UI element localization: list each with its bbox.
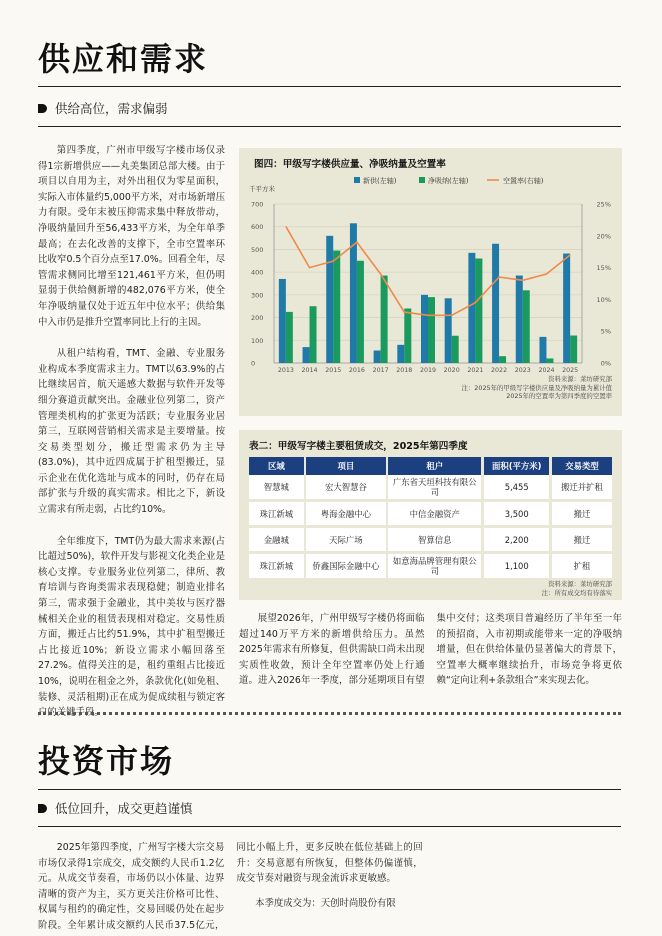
y-right-tick-label: 10% [596,295,611,304]
table-cell: 扩租 [552,553,612,580]
y-left-tick-label: 700 [251,200,264,209]
table-header-0: 区域 [249,457,304,475]
y-right-tick-label: 20% [596,232,611,241]
legend-swatch [419,177,425,183]
bar-absorption [570,336,577,363]
table-cell: 珠江新城 [249,501,304,527]
bar-absorption [499,356,506,363]
table-cell: 如意海品牌管理有限公司 [388,553,481,580]
bar-absorption [381,276,388,363]
x-tick-label: 2021 [467,367,484,374]
x-tick-label: 2022 [491,367,508,374]
paragraph: 本季度成交为：天创时尚股份有限 [255,897,396,909]
divider [38,126,621,127]
bar-supply [279,279,286,363]
paragraph: 展望2026年，广州甲级写字楼仍将面临超过140万平方米的新增供给压力。虽然2025年需求有所修复，但供需缺口尚未出现实质性收敛，预计全年空置率仍处上行通道。进入2026年一季度，部分延期项目有望集中交付；这类项目普遍经历了半年至一年的预招商，入市初期或能带来一定的净吸纳增量，但在供给体量仍显著偏大的背景下，空置率大概率继续抬升，市场竞争将更依赖“定向让利+条款组合”来实现去化。 [239,613,622,687]
bar-absorption [475,259,482,363]
x-tick-label: 2025 [562,367,579,374]
divider [38,789,621,790]
bar-absorption [357,261,364,363]
paragraph: 2025年第四季度，广州写字楼大宗交易市场仅录得1宗成交，成交额约人民币1.2亿元。从成交节奏看，市场仍以小体量、边界清晰的资产为主，买方更关注价格可比性、权属与租约的确定性，交易回暖仍处在起步阶段。全年累计成交额约人民币37.5亿元，同比小幅上升，更多反映在低位基础上的回升：交易意愿有所恢复，但整体仍偏谨慎，成交节奏对融资与现金流诉求更敏感。 [38,842,423,931]
x-tick-label: 2014 [301,367,318,374]
bar-supply [374,351,381,363]
section-subtitle-text: 低位回升，成交更趋谨慎 [55,801,193,816]
dotted-divider [38,712,621,715]
table-cell: 3,500 [484,501,549,527]
bar-supply [445,298,452,363]
bar-supply [539,337,546,363]
table-cell: 2,200 [484,527,549,553]
table-source-line: 资料来源：莱坊研究部 [548,580,612,588]
bar-supply [326,236,333,363]
table-cell: 1,100 [484,553,549,580]
y-left-tick-label: 400 [251,268,264,277]
chart-title: 图四：甲级写字楼供应量、净吸纳量及空置率 [254,159,446,170]
bar-absorption [310,306,317,363]
table-cell: 珠江新城 [249,553,304,580]
bullet-icon [38,804,47,813]
divider [38,826,621,827]
x-tick-label: 2019 [419,367,437,374]
deals-table [249,457,612,581]
legend-label: 空置率(右轴) [503,177,544,185]
bar-absorption [523,290,530,363]
table-cell: 智算信息 [388,527,481,553]
section-title: 供应和需求 [38,40,209,78]
paragraph: 从租户结构看，TMT、金融、专业服务业构成本季度需求主力。TMT以63.9%的占比继续居首，航天遥感大数据与软件开发等细分赛道贡献突出。金融业位列第二，资产管理类机构的扩张更为活跃；专业服务业居第三，互联网营销相关需求是主要增量。按交易类型划分，搬迁型需求仍为主导(83.0%)，其中近四成属于扩租型搬迁，显示企业在优化选址与成本的同时，仍存在局部扩张与升级的真实需求。相比之下，新设立需求有所走弱，占比约10%。 [38,348,225,516]
y-left-tick-label: 300 [251,291,264,300]
bar-absorption [333,251,340,363]
table-header-3: 面积(平方米) [484,457,549,475]
bar-supply [468,253,475,363]
bar-supply [563,254,570,363]
table-header-1: 项目 [306,457,385,475]
x-tick-label: 2023 [514,367,531,374]
divider [38,86,621,87]
table-source [542,580,612,597]
table-cell: 搬迁 [552,527,612,553]
table-cell: 5,455 [484,475,549,501]
y-left-tick-label: 500 [251,245,264,254]
table-cell: 宏大智慧谷 [306,475,385,501]
bar-absorption [404,308,411,363]
y-right-tick-label: 0% [600,359,611,368]
table-cell: 粤海金融中心 [306,501,385,527]
y-right-tick-label: 5% [600,327,611,336]
table-header-2: 租户 [388,457,481,475]
x-tick-label: 2018 [396,367,413,374]
table-row [249,501,612,527]
investment-block [38,840,621,936]
section-subtitle [38,799,193,817]
table-row [249,553,612,580]
table-row [249,527,612,553]
table-note-line: 注：所有成交均有待落实 [541,588,612,597]
bar-absorption [428,297,435,363]
table-cell: 中信金融资产 [388,501,481,527]
y-left-tick-label: 0 [251,359,256,368]
table-cell: 天际广场 [306,527,385,553]
table-cell: 搬迁并扩租 [552,475,612,501]
table-cell: 广东省天垣科技有限公司 [388,475,481,501]
y-left-tick-label: 200 [251,314,264,323]
chart-note-line: 2025年的空置率为第四季度的空置率 [506,392,612,401]
table-header-4: 交易类型 [552,457,612,475]
chart-panel [239,148,622,416]
x-tick-label: 2020 [443,367,460,374]
bar-supply [421,295,428,363]
y-left-tick-label: 100 [251,336,264,345]
x-tick-label: 2015 [325,367,342,374]
table-cell: 搬迁 [552,501,612,527]
table-cell: 侨鑫国际金融中心 [306,553,385,580]
y-right-tick-label: 25% [596,200,611,209]
table-cell: 金融城 [249,527,304,553]
section-subtitle-text: 供给高位，需求偏弱 [55,101,168,116]
y-left-tick-label: 600 [251,223,264,232]
chart-note-line: 注：2025年的甲级写字楼供应量及净吸纳量为累计值 [461,383,612,392]
bar-supply [303,347,310,363]
legend-swatch [354,177,360,183]
table-panel [239,430,622,600]
section-title: 投资市场 [38,742,175,780]
table-title: 表二：甲级写字楼主要租赁成交，2025年第四季度 [249,441,468,452]
section-subtitle [38,99,168,117]
bar-supply [516,276,523,363]
x-tick-label: 2013 [277,367,294,374]
left-column [38,143,225,721]
y-axis-unit: 千平方米 [249,185,275,193]
paragraph: 第四季度，广州市甲级写字楼市场仅录得1宗新增供应——丸美集团总部大楼。由于项目以自用为主，对外出租仅为零星面积，实际入市体量约5,000平方米，对市场新增压力有限。受年末被压抑需求集中释放带动，净吸纳量回升至56,433平方米，为全年单季最高；在去化改善的支撑下，全市空置率环比收窄0.5个百分点至17.0%。回看全年，尽管需求侧同比增至121,461平方米，但仍明显弱于供给侧新增的482,076平方米，使全年净吸纳量仅处于近五年中位水平；供给集中入市仍是推升空置率同比上行的主因。 [38,145,225,328]
table-row [249,475,612,501]
legend-label: 净吸纳(左轴) [428,177,469,185]
bar-absorption [546,358,553,363]
bar-supply [492,244,499,363]
chart-source-line: 资料来源：莱坊研究部 [548,375,612,383]
bar-absorption [286,312,293,363]
legend-label: 新供(左轴) [363,177,397,185]
x-tick-label: 2016 [348,367,365,374]
bar-supply [397,345,404,363]
chart-source [462,375,612,401]
y-right-tick-label: 15% [596,264,611,273]
bullet-icon [38,104,47,113]
paragraph: 全年维度下，TMT仍为最大需求来源(占比超过50%)，软件开发与影视文化类企业是核心支撑。专业服务业位列第二，律所、教育培训与咨询类需求表现稳健；制造业排名第三，需求强于金融业，其中美妆与医疗器械相关企业的租赁表现相对稳定。交易性质方面，搬迁占比约51.9%，其中扩租型搬迁占比接近10%；新设立需求小幅回落至27.2%。值得关注的是，租约重组占比接近10%，说明在租金之外，条款优化(如免租、装修、灵活租期)正在成为促成续租与锁定客户的关键手段。 [38,535,225,719]
x-tick-label: 2017 [372,367,389,374]
bar-absorption [452,336,459,363]
table-cell: 智慧城 [249,475,304,501]
outlook-block [239,611,622,689]
x-tick-label: 2024 [538,367,555,374]
